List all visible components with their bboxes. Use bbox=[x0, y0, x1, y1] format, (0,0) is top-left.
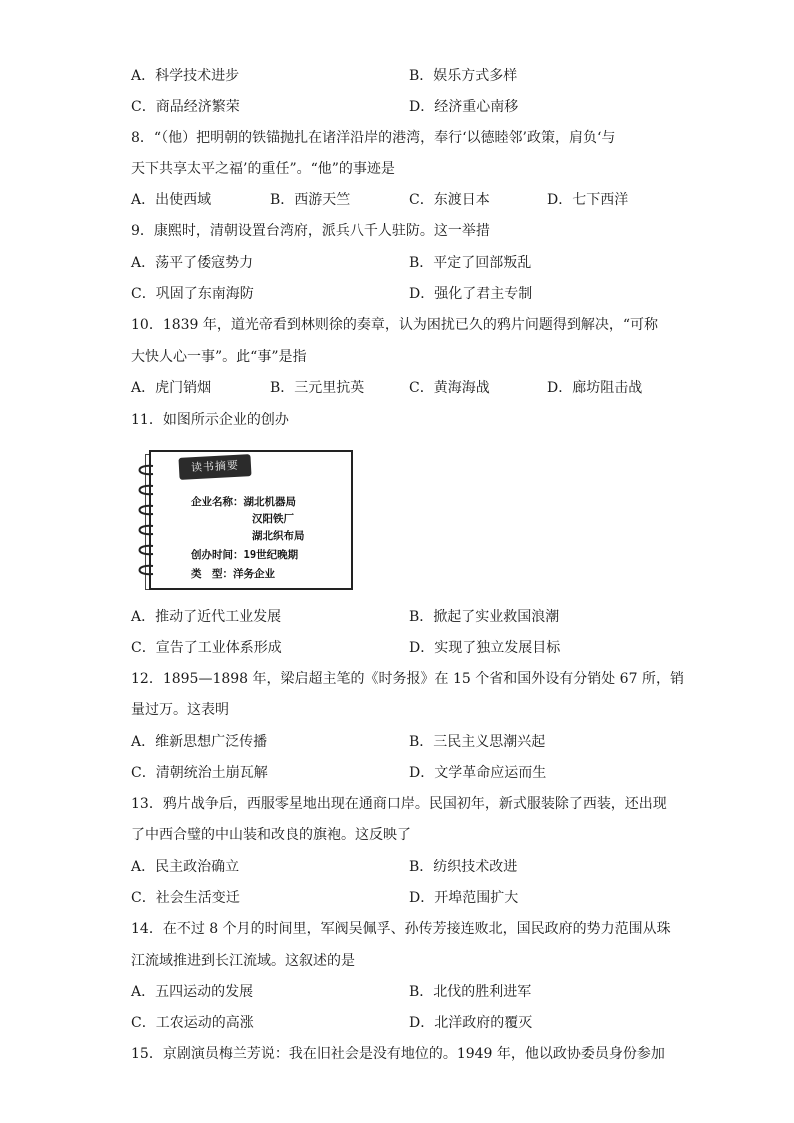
founding-time-line: 创办时间：19世纪晚期 bbox=[191, 549, 299, 561]
q8-option-a: A．出使西域 bbox=[131, 192, 212, 208]
q9-option-d: D．强化了君主专制 bbox=[409, 286, 533, 302]
q12-option-b: B．三民主义思潮兴起 bbox=[409, 734, 546, 750]
reading-notes-figure bbox=[131, 448, 353, 590]
q9-option-b: B．平定了回部叛乱 bbox=[409, 255, 532, 271]
q14-option-c: C．工农运动的高涨 bbox=[131, 1015, 254, 1031]
q13-option-d: D．开埠范围扩大 bbox=[409, 890, 519, 906]
q10-stem-line1: 10．1839 年，道光帝看到林则徐的奏章，认为困扰已久的鸦片问题得到解决，“可称 bbox=[131, 317, 659, 333]
q13-stem-line1: 13．鸦片战争后，西服零星地出现在通商口岸。民国初年，新式服装除了西装，还出现 bbox=[131, 796, 667, 812]
q11-option-b: B．掀起了实业救国浪潮 bbox=[409, 609, 560, 625]
spiral-binding-icon bbox=[131, 458, 171, 588]
q10-stem-line2: 大快人心一事”。此“事”是指 bbox=[131, 349, 307, 365]
q12-stem-line1: 12．1895—1898 年，梁启超主笔的《时务报》在 15 个省和国外设有分销处 67 所，销 bbox=[131, 671, 684, 687]
enterprise-name-line: 企业名称：湖北机器局 bbox=[191, 496, 296, 508]
q11-option-c: C．宣告了工业体系形成 bbox=[131, 640, 282, 656]
q14-option-d: D．北洋政府的覆灭 bbox=[409, 1015, 533, 1031]
q14-option-b: B．北伐的胜利进军 bbox=[409, 984, 532, 1000]
q8-stem-line1: 8．“（他）把明朝的铁锚抛扎在诸洋沿岸的港湾，奉行‘以德睦邻’政策，肩负‘与 bbox=[131, 130, 616, 146]
q8-option-c: C．东渡日本 bbox=[409, 192, 490, 208]
q11-stem: 11．如图所示企业的创办 bbox=[131, 412, 289, 428]
q10-option-d: D．廊坊阻击战 bbox=[547, 380, 643, 396]
q7-option-c: C．商品经济繁荣 bbox=[131, 99, 240, 115]
enterprise-name-line2: 汉阳铁厂 bbox=[252, 513, 294, 525]
q13-stem-line2: 了中西合璧的中山装和改良的旗袍。这反映了 bbox=[131, 827, 411, 843]
q14-stem-line1: 14．在不过 8 个月的时间里，军阀吴佩孚、孙传芳接连败北，国民政府的势力范围从珠 bbox=[131, 921, 671, 937]
q12-option-a: A．维新思想广泛传播 bbox=[131, 734, 268, 750]
enterprise-type-line: 类 型：洋务企业 bbox=[191, 568, 275, 580]
q10-option-b: B．三元里抗英 bbox=[270, 380, 365, 396]
q13-option-b: B．纺织技术改进 bbox=[409, 859, 518, 875]
q10-option-c: C．黄海海战 bbox=[409, 380, 490, 396]
q8-option-b: B．西游天竺 bbox=[270, 192, 351, 208]
q7-option-d: D．经济重心南移 bbox=[409, 99, 519, 115]
q12-option-c: C．清朝统治土崩瓦解 bbox=[131, 765, 268, 781]
q11-option-a: A．推动了近代工业发展 bbox=[131, 609, 282, 625]
q7-option-a: A．科学技术进步 bbox=[131, 68, 240, 84]
q9-stem: 9．康熙时，清朝设置台湾府，派兵八千人驻防。这一举措 bbox=[131, 223, 490, 239]
q12-stem-line2: 量过万。这表明 bbox=[131, 702, 229, 718]
q11-option-d: D．实现了独立发展目标 bbox=[409, 640, 561, 656]
q12-option-d: D．文学革命应运而生 bbox=[409, 765, 547, 781]
enterprise-name-line3: 湖北织布局 bbox=[252, 530, 305, 542]
q7-option-b: B．娱乐方式多样 bbox=[409, 68, 518, 84]
q14-option-a: A．五四运动的发展 bbox=[131, 984, 254, 1000]
q14-stem-line2: 江流域推进到长江流域。这叙述的是 bbox=[131, 953, 355, 969]
q13-option-a: A．民主政治确立 bbox=[131, 859, 240, 875]
q8-stem-line2: 天下共享太平之福’的重任”。“他”的事迹是 bbox=[131, 161, 395, 177]
q9-option-c: C．巩固了东南海防 bbox=[131, 286, 254, 302]
q15-stem-line1: 15．京剧演员梅兰芳说：我在旧社会是没有地位的。1949 年，他以政协委员身份参加 bbox=[131, 1046, 665, 1062]
q13-option-c: C．社会生活变迁 bbox=[131, 890, 240, 906]
q9-option-a: A．荡平了倭寇势力 bbox=[131, 255, 254, 271]
q8-option-d: D．七下西洋 bbox=[547, 192, 629, 208]
q10-option-a: A．虎门销烟 bbox=[131, 380, 212, 396]
notes-tag: 读书摘要 bbox=[178, 454, 251, 480]
